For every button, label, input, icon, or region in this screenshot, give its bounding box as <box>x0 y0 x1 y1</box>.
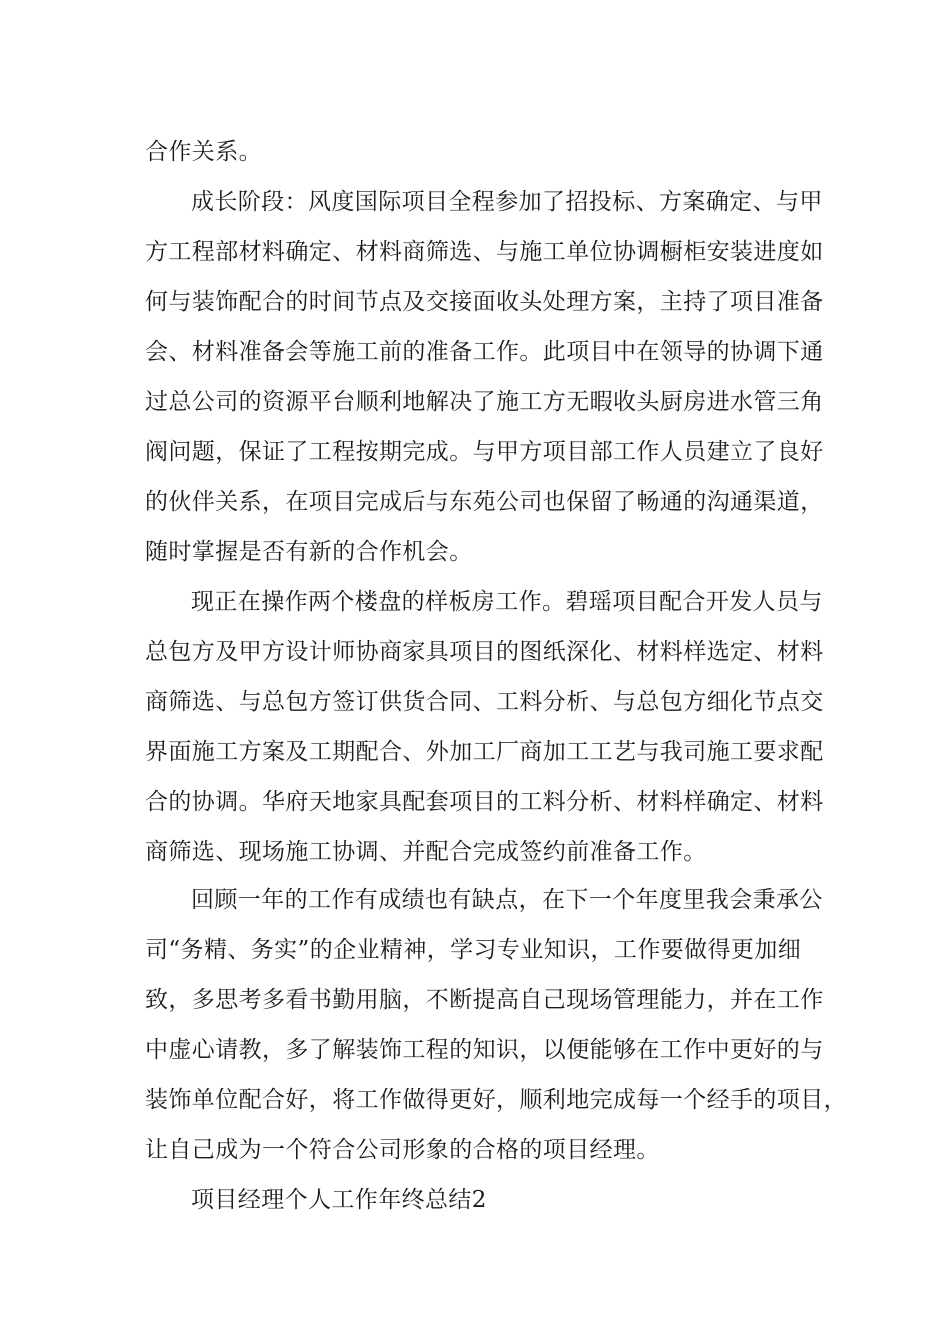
text-line: 商筛选、与总包方签订供货合同、工料分析、与总包方细化节点交 <box>145 689 824 715</box>
text-line: 商筛选、现场施工协调、并配合完成签约前准备工作。 <box>145 839 707 865</box>
text-line: 合的协调。华府天地家具配套项目的工料分析、材料样确定、材料 <box>145 789 824 815</box>
text-line: 方工程部材料确定、材料商筛选、与施工单位协调橱柜安装进度如 <box>145 239 824 265</box>
text-line: 装饰单位配合好，将工作做得更好，顺利地完成每一个经手的项目， <box>145 1087 847 1113</box>
text-line: 随时掌握是否有新的合作机会。 <box>145 539 473 565</box>
text-line: 中虚心请教，多了解装饰工程的知识，以便能够在工作中更好的与 <box>145 1037 824 1063</box>
text-line: 的伙伴关系，在项目完成后与东苑公司也保留了畅通的沟通渠道， <box>145 489 824 515</box>
text-line: 阀问题，保证了工程按期完成。与甲方项目部工作人员建立了良好 <box>145 439 824 465</box>
text-line: 成长阶段：风度国际项目全程参加了招投标、方案确定、与甲 <box>191 189 823 215</box>
text-line: 界面施工方案及工期配合、外加工厂商加工工艺与我司施工要求配 <box>145 739 824 765</box>
section-heading: 项目经理个人工作年终总结2 <box>191 1187 487 1213</box>
text-line: 让自己成为一个符合公司形象的合格的项目经理。 <box>145 1137 660 1163</box>
text-line: 会、材料准备会等施工前的准备工作。此项目中在领导的协调下通 <box>145 339 824 365</box>
text-line: 合作关系。 <box>145 139 262 165</box>
text-line: 总包方及甲方设计师协商家具项目的图纸深化、材料样选定、材料 <box>145 639 824 665</box>
text-line: 何与装饰配合的时间节点及交接面收头处理方案，主持了项目准备 <box>145 289 824 315</box>
text-line: 回顾一年的工作有成绩也有缺点，在下一个年度里我会秉承公 <box>191 887 823 913</box>
text-line: 致，多思考多看书勤用脑，不断提高自己现场管理能力，并在工作 <box>145 987 824 1013</box>
text-line: 现正在操作两个楼盘的样板房工作。碧瑶项目配合开发人员与 <box>191 589 823 615</box>
text-line: 司“务精、务实”的企业精神，学习专业知识，工作要做得更加细 <box>145 937 802 963</box>
text-line: 过总公司的资源平台顺利地解决了施工方无暇收头厨房进水管三角 <box>145 389 824 415</box>
